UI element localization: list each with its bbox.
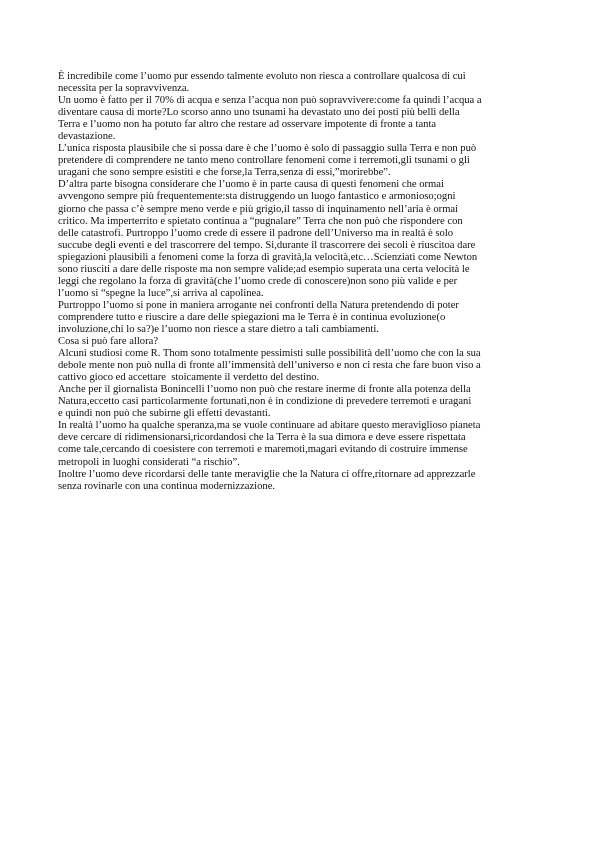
paragraph-human-cause: D’altra parte bisogna considerare che l’uomo è in parte causa di questi fenomeni che ormai avvengono sempre più frequentemente:sta distruggendo un luogo fantastico e armonioso;ogni giorno che passa c’è sempre meno verde e più grigio,il tasso di inquinamento nell’aria è ormai critico. Ma imperterrito e spietato continua a “pugnalare” Terra che non può che rispondere con delle catastrofi. Purtroppo l’uomo crede di essere il padrone dell’Universo ma in realtà è solo succube degli eventi e del trascorrere del tempo. Si,durante il trascorrere dei secoli è riuscitoa dare spiegazioni plausibili a fenomeni come la forza di gravità,la velocità,etc…Scienziati come Newton sono riusciti a dare delle risposte ma non sempre valide;ad esempio superata una certa velocità le leggi che regolano la forza di gravità(che l’uomo crede di conoscere)non sono più valide e per l’uomo si “spegne la luce”,si arriva al capolinea. <box>58 179 478 299</box>
paragraph-conclusion: Inoltre l’uomo deve ricordarsi delle tante meraviglie che la Natura ci offre,ritornare ad apprezzarle senza rovinarle con una continua modernizzazione. <box>58 468 476 492</box>
paragraph-intro: È incredibile come l’uomo pur essendo talmente evoluto non riesca a controllare qualcosa di cui necessita per la sopravvivenza. <box>58 71 466 95</box>
paragraph-bonincelli: Anche per il giornalista Bonincelli l’uomo non può che restare inerme di fronte alla potenza della Natura,eccetto casi particolarmente fortunati,non è in condizione di prevedere terremoti e uragani e quindi non può che subirne gli effetti devastanti. <box>58 384 472 420</box>
paragraph-hope: In realtà l’uomo ha qualche speranza,ma se vuole continuare ad abitare questo meraviglioso pianeta deve cercare di ridimensionarsi,ricordandosi che la Terra è la sua dimora e deve essere rispettata come tale,cercando di coesistere con terremoti e maremoti,magari evitando di costruire immense metropoli in luoghi considerati “a rischio”. <box>58 420 481 468</box>
paragraph-thom: Alcuni studiosi come R. Thom sono totalmente pessimisti sulle possibilità dell’uomo che con la sua debole mente non può nulla di fronte all’immensità dell’universo e non ci resta che fare buon viso a cattivo gioco ed accettare stoicamente il verdetto del destino. <box>58 348 481 384</box>
paragraph-passage: L’unica risposta plausibile che si possa dare è che l’uomo è solo di passaggio sulla Terra e non può pretendere di comprendere ne tanto meno controllare fenomeni come i terremoti,gli tsunami o gli uragani che sono sempre esistiti e che forse,la Terra,senza di essi,”morirebbe”. <box>58 143 477 179</box>
paragraph-arrogance: Purtroppo l’uomo si pone in maniera arrogante nei confronti della Natura pretendendo di poter comprendere tutto e riuscire a dare delle spiegazioni ma le Terra è in continua evoluzione(o involuzione,chi lo sa?)e l’uomo non riesce a stare dietro a tali cambiamenti. <box>58 299 459 335</box>
paragraph-question: Cosa si può fare allora? <box>58 336 159 348</box>
essay-body <box>58 71 544 493</box>
paragraph-water: Un uomo è fatto per il 70% di acqua e senza l’acqua non può sopravvivere:come fa quindi l’acqua a diventare causa di morte?Lo scorso anno uno tsunami ha devastato uno dei posti più belli della Terra e l’uomo non ha potuto far altro che restare ad osservare impotente di fronte a tanta devastazione. <box>58 95 482 143</box>
